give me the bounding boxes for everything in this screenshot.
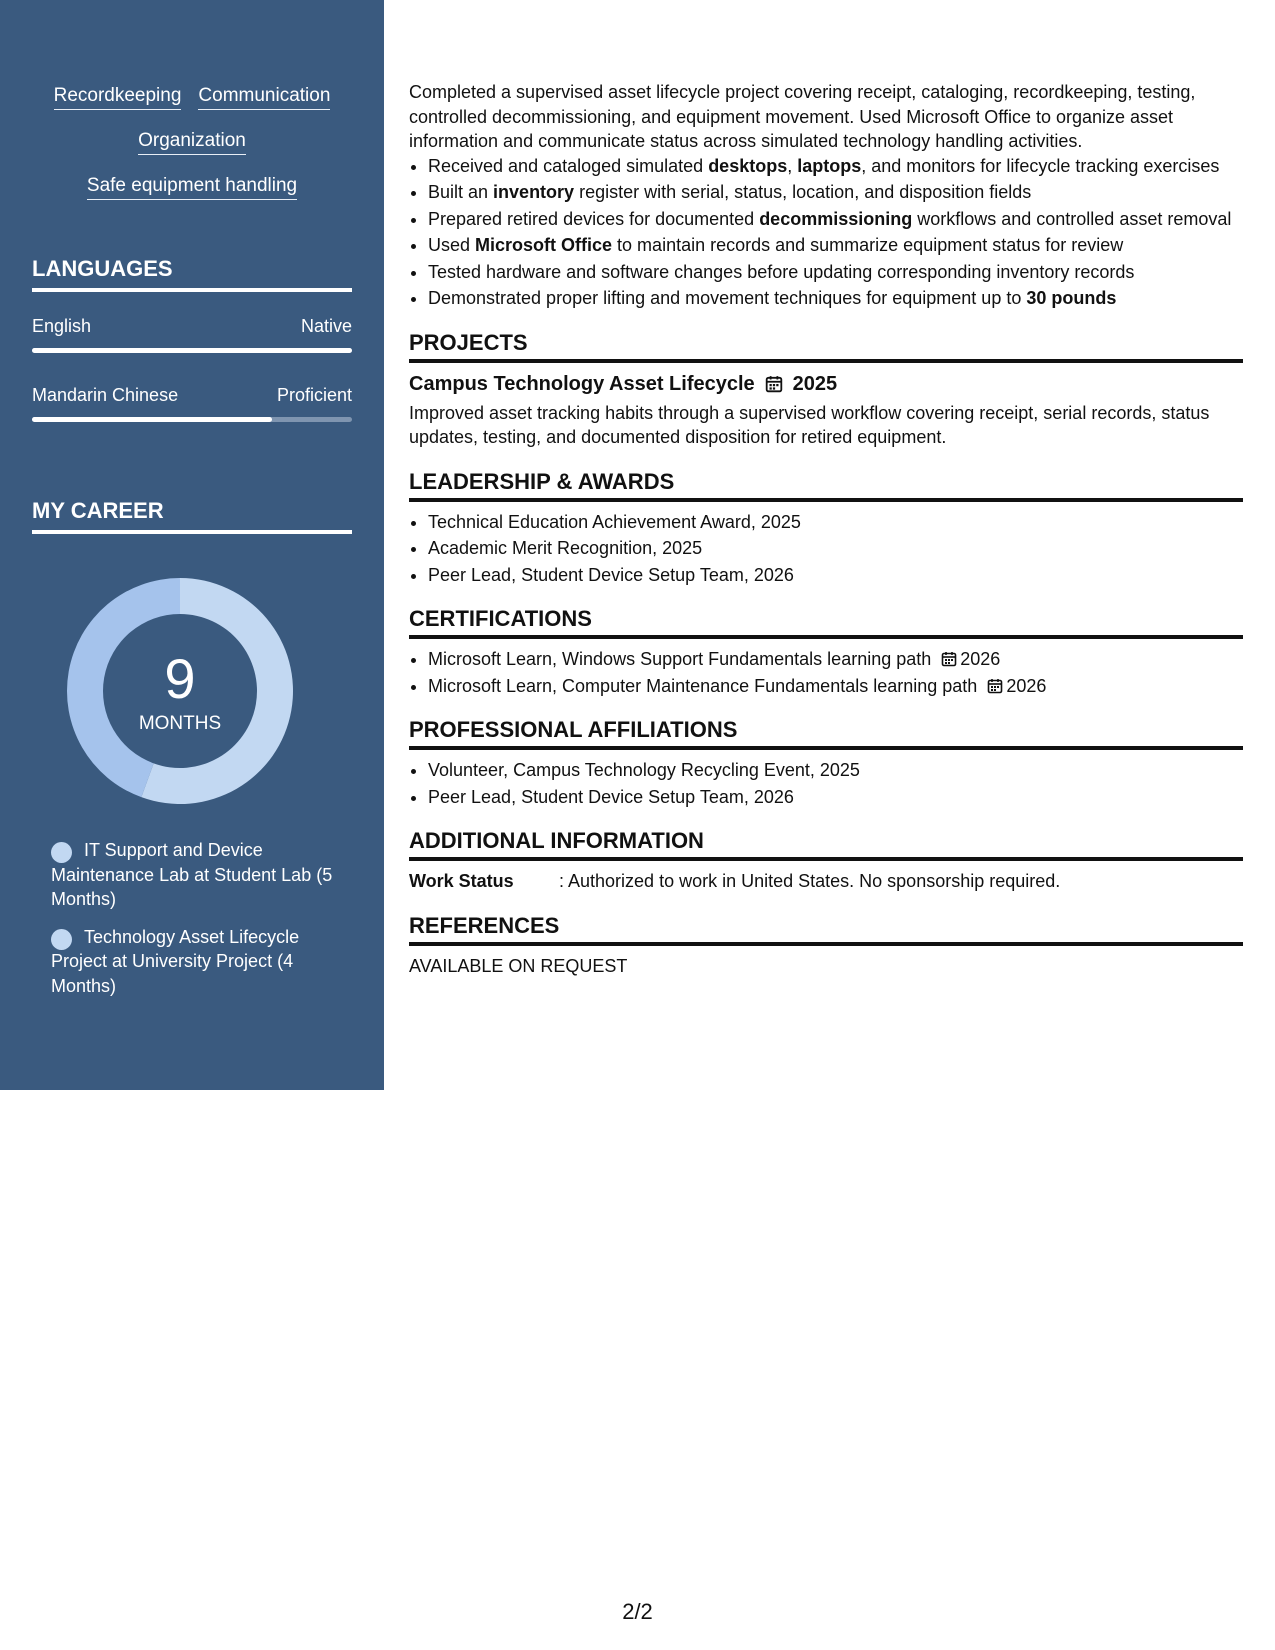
leadership-item: • Peer Lead, Student Device Setup Team, 2026 <box>428 563 1243 588</box>
affiliation-item: • Volunteer, Campus Technology Recycling Event, 2025 <box>428 758 1243 783</box>
project-year: 2025 <box>792 372 838 395</box>
bullet-text: Tested hardware and software changes before updating corresponding inventory records <box>428 261 1135 282</box>
language-name: English <box>32 316 92 336</box>
affiliations-heading: PROFESSIONAL AFFILIATIONS <box>409 716 1243 750</box>
experience-bullet <box>428 180 1243 205</box>
bullet-text: to maintain records and summarize equipment status for review <box>612 235 1124 255</box>
experience-bullet <box>428 233 1243 258</box>
career-list <box>51 838 336 1011</box>
calendar-icon <box>941 651 957 667</box>
emphasis-text: inventory <box>493 182 575 202</box>
sidebar <box>0 0 384 1090</box>
emphasis-text: laptops <box>797 155 862 176</box>
bullet-text: Demonstrated proper lifting and movement techniques for equipment up to <box>428 288 1027 308</box>
skill-tag: Recordkeeping <box>54 84 182 110</box>
additional-info-heading: ADDITIONAL INFORMATION <box>409 827 1243 861</box>
bullet-text: , and monitors for lifecycle tracking exercises <box>861 155 1220 176</box>
bullet-text: Prepared retired devices for documented <box>428 208 760 229</box>
emphasis-text: decommissioning <box>759 208 913 229</box>
certifications-heading: CERTIFICATIONS <box>409 605 1243 639</box>
leadership-item: • Academic Merit Recognition, 2025 <box>428 536 1243 561</box>
skill-tag: Communication <box>198 84 330 110</box>
experience-bullets <box>409 154 1243 311</box>
leadership-list <box>409 510 1243 588</box>
language-level: Proficient <box>276 385 352 405</box>
languages-heading: LANGUAGES <box>32 255 352 292</box>
calendar-icon <box>765 375 783 393</box>
emphasis-text: Microsoft Office <box>475 235 613 255</box>
emphasis-text: desktops <box>708 155 788 176</box>
bullet-text: register with serial, status, location, and disposition fields <box>574 182 1032 202</box>
career-item-text: Technology Asset Lifecycle Project at University Project (4 Months) <box>51 926 300 996</box>
language-proficiency-bar <box>32 348 352 353</box>
experience-bullet <box>428 260 1243 285</box>
page-number: 2/2 <box>622 1599 653 1624</box>
projects-heading: PROJECTS <box>409 329 1243 363</box>
career-item-text: IT Support and Device Maintenance Lab at Student Lab (5 Months) <box>51 840 333 909</box>
main-content <box>409 80 1243 978</box>
language-proficiency-bar <box>32 417 352 422</box>
bullet-text: Built an <box>428 182 494 202</box>
leadership-heading: LEADERSHIP & AWARDS <box>409 468 1243 502</box>
career-total-months: 9 <box>164 647 196 710</box>
affiliations-list <box>409 758 1243 809</box>
affiliation-item: • Peer Lead, Student Device Setup Team, 2026 <box>428 785 1243 810</box>
work-status-value: : Authorized to work in United States. No sponsorship required. <box>559 871 1061 891</box>
references-heading: REFERENCES <box>409 912 1243 946</box>
certification-item <box>428 674 1243 699</box>
experience-summary: Completed a supervised asset lifecycle project covering receipt, cataloging, recordkeeping, testing, controlled decommissioning, and equipment movement. Used Microsoft Office to organize asset information and communicate status across simulated technology handling activities. <box>409 82 1196 151</box>
project-title-row <box>409 371 1243 397</box>
career-total-unit: MONTHS <box>138 713 222 734</box>
work-status-label: Work Status <box>409 871 514 891</box>
certification-item <box>428 647 1243 672</box>
calendar-icon <box>987 678 1003 694</box>
experience-bullet <box>428 154 1243 179</box>
leadership-item: • Technical Education Achievement Award, 2025 <box>428 510 1243 535</box>
project-description: Improved asset tracking habits through a supervised workflow covering receipt, serial records, status updates, testing, and documented disposition for retired equipment. <box>409 402 1210 447</box>
bullet-text: Used <box>428 235 476 255</box>
skill-tag: Organization <box>138 129 246 155</box>
career-legend-dot <box>51 842 72 863</box>
career-item <box>51 838 336 912</box>
project-title: Campus Technology Asset Lifecycle <box>409 372 755 395</box>
skills-list <box>32 84 352 219</box>
career-legend-dot <box>51 929 72 950</box>
skill-tag: Safe equipment handling <box>87 174 297 200</box>
language-name: Mandarin Chinese <box>32 385 179 405</box>
references-text: AVAILABLE ON REQUEST <box>409 955 628 976</box>
experience-bullet <box>428 207 1243 232</box>
emphasis-text: 30 pounds <box>1026 288 1117 308</box>
experience-bullet <box>428 286 1243 311</box>
work-status-row <box>409 869 1243 894</box>
language-proficiency-fill <box>32 417 272 422</box>
certification-name: Microsoft Learn, Windows Support Fundamentals learning path <box>428 649 932 669</box>
certification-year: 2026 <box>960 649 1001 669</box>
language-proficiency-fill <box>32 348 352 353</box>
language-level: Native <box>300 316 352 336</box>
bullet-text: Received and cataloged simulated <box>428 155 709 176</box>
bullet-text: , <box>787 155 798 176</box>
certification-name: Microsoft Learn, Computer Maintenance Fundamentals learning path <box>428 675 978 696</box>
bullet-text: workflows and controlled asset removal <box>912 208 1232 229</box>
career-heading: MY CAREER <box>32 497 352 534</box>
certification-year: 2026 <box>1006 675 1047 696</box>
career-item <box>51 925 336 999</box>
certifications-list <box>409 647 1243 698</box>
